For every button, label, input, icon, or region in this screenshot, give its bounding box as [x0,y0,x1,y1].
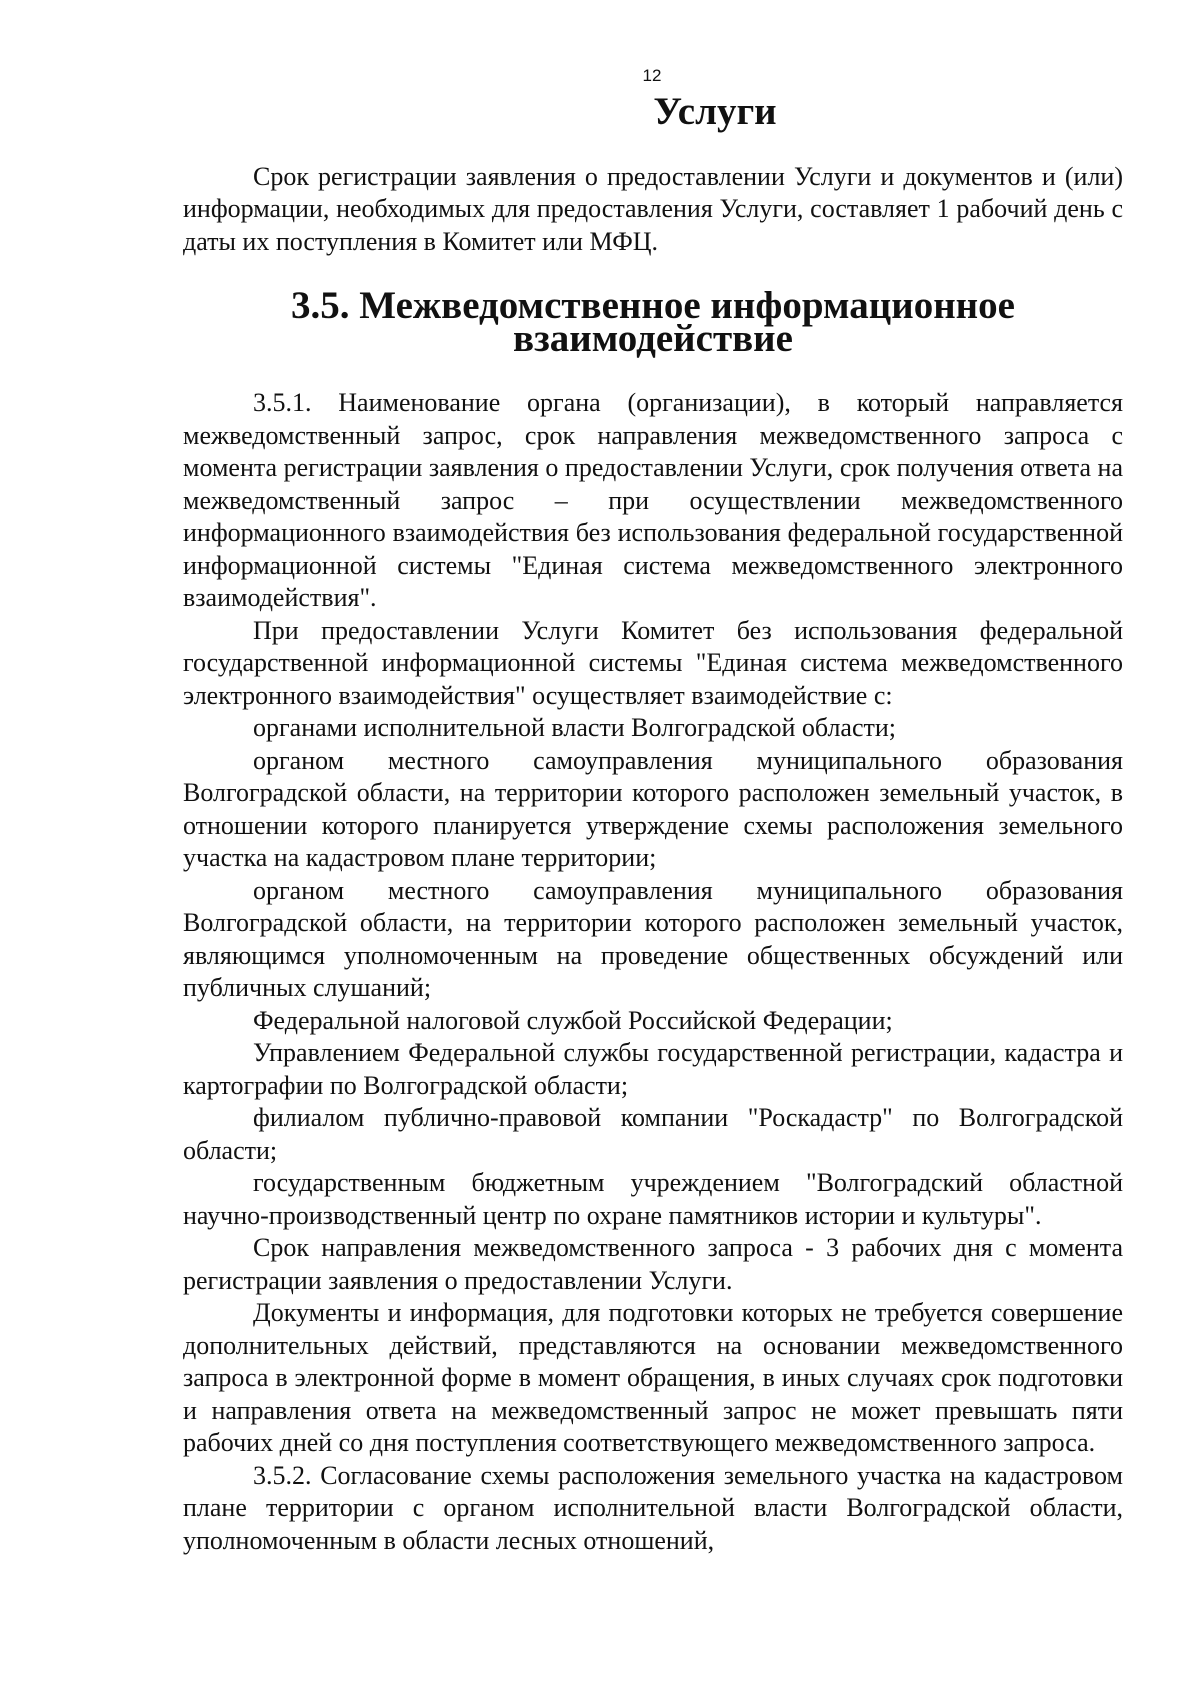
list-item-heritage-center: государственным бюджетным учреждением "Волгоградский областной научно-производственный центр по охране памятников истории и культуры". [183,1168,1123,1230]
paragraph-documents-info: Документы и информация, для подготовки которых не требуется совершение дополнительных действий, представляются на основании межведомственного запроса в электронной форме в момент обращения, в иных случаях срок подготовки и направления ответа на межведомственный запрос не может превышать пяти рабочих дней со дня поступления соответствующего межведомственного запроса. [183,1298,1123,1457]
paragraph-3-5-1: 3.5.1. Наименование органа (организации), в который направляется межведомственный запрос, срок направления межведомственного запроса с момента регистрации заявления о предоставлении Услуги, срок получения ответа на межведомственный запрос – при осуществлении межведомственного информационного взаимодействия без использования федеральной государственной информационной системы "Единая система межведомственного электронного взаимодействия". [183,388,1123,612]
paragraph-request-deadline: Срок направления межведомственного запроса - 3 рабочих дня с момента регистрации заявления о предоставлении Услуги. [183,1233,1123,1295]
list-item-local-government-land: органом местного самоуправления муниципального образования Волгоградской области, на территории которого расположен земельный участок, в отношении которого планируется утверждение схемы расположения земельного участка на кадастровом плане территории; [183,745,1123,872]
section-heading: 3.5. Межведомственное информационное взаимодействие [291,284,1015,360]
list-item-executive-bodies: органами исполнительной власти Волгоградской области; [253,713,897,742]
list-item-rosreestr: Управлением Федеральной службы государственной регистрации, кадастра и картографии по Волгоградской области; [183,1038,1123,1100]
list-item-roskadastr: филиалом публично-правовой компании "Роскадастр" по Волгоградской области; [183,1103,1123,1165]
page-number: 12 [642,66,662,85]
paragraph-interaction-intro: При предоставлении Услуги Комитет без использования федеральной государственной информационной системы "Единая система межведомственного электронного взаимодействия" осуществляет взаимодействие с: [183,615,1123,710]
list-item-local-government-hearings: органом местного самоуправления муниципального образования Волгоградской области, на территории которого расположен земельный участок, являющимся уполномоченным на проведение общественных обсуждений или публичных слушаний; [183,875,1123,1002]
intro-paragraph: Срок регистрации заявления о предоставлении Услуги и документов и (или) информации, необходимых для предоставления Услуги, составляет 1 рабочий день с даты их поступления в Комитет или МФЦ. [183,161,1123,256]
top-heading: Услуги [653,90,777,133]
list-item-tax-service: Федеральной налоговой службой Российской Федерации; [253,1005,893,1035]
paragraph-3-5-2: 3.5.2. Согласование схемы расположения земельного участка на кадастровом плане территории с органом исполнительной власти Волгоградской области, уполномоченным в области лесных отношений, [183,1460,1123,1555]
document-body [183,90,1123,1557]
